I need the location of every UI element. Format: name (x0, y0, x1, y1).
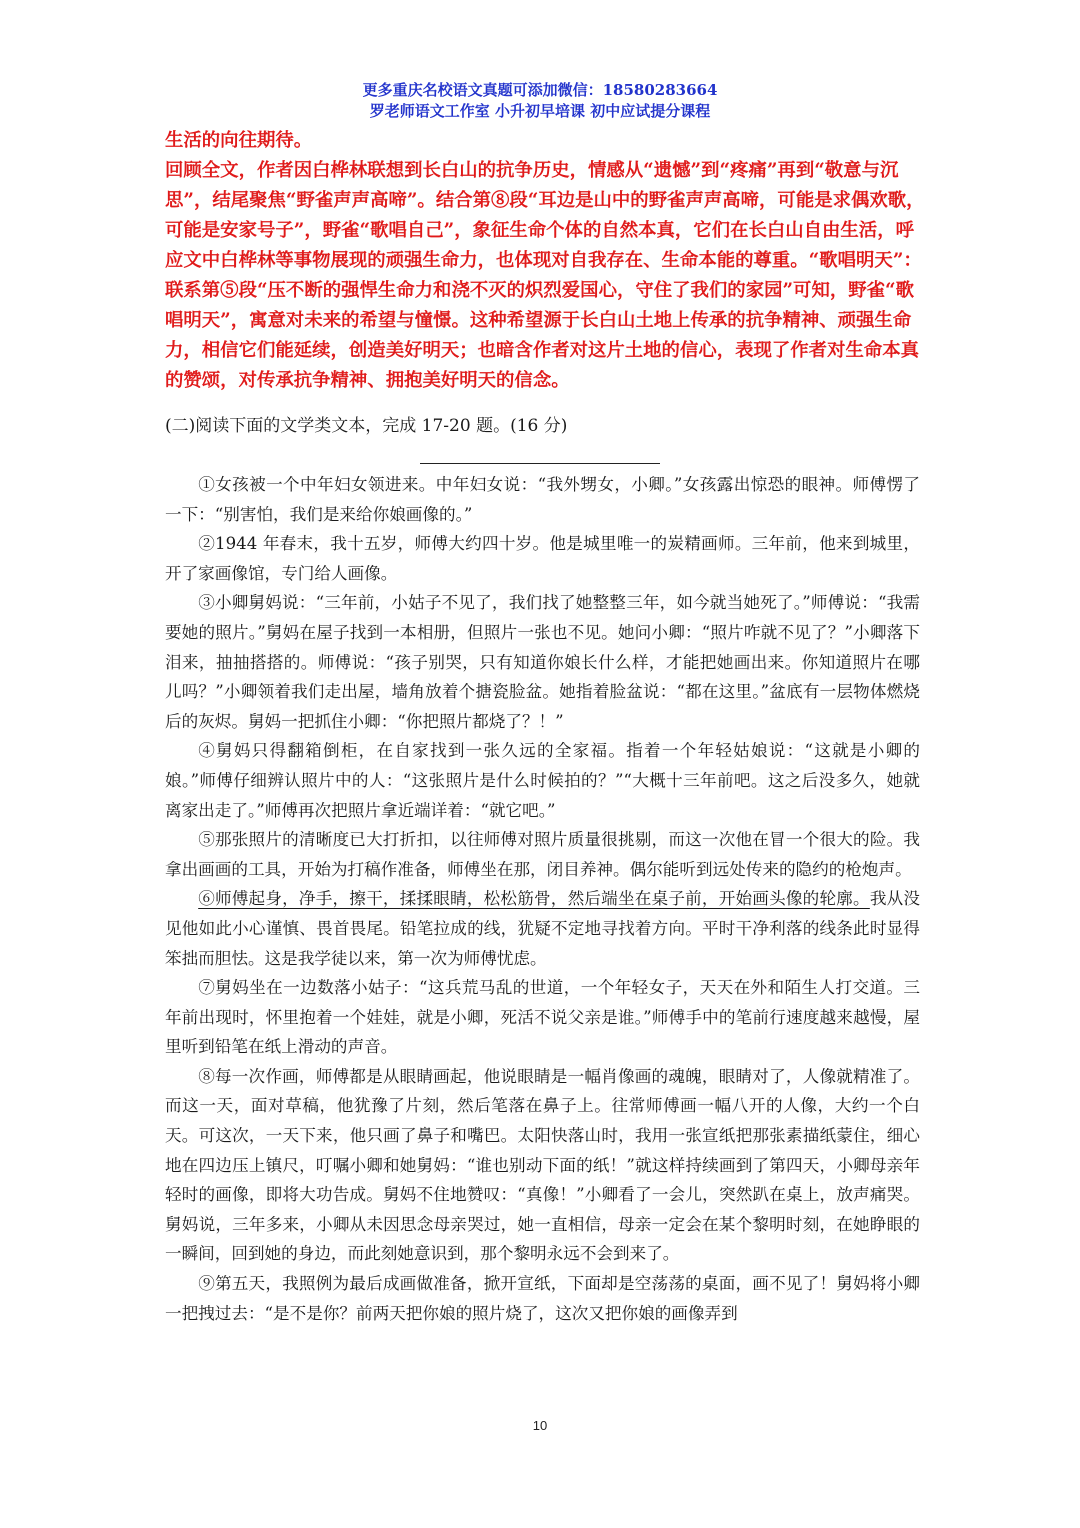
header-contact-line: 更多重庆名校语文真题可添加微信：18580283664 (362, 81, 718, 99)
passage-paragraph-2: ②1944 年春末，我十五岁，师傅大约四十岁。他是城里唯一的炭精画师。三年前，他来到城里，开了家画像馆，专门给人画像。 (165, 534, 920, 583)
reading-passage (165, 470, 920, 1328)
passage-paragraph-5: ⑤那张照片的清晰度已大打折扣，以往师傅对照片质量很挑剔，而这一次他在冒一个很大的险。我拿出画画的工具，开始为打稿作准备，师傅坐在那，闭目养神。偶尔能听到远处传来的隐约的枪炮声。 (165, 830, 920, 879)
passage-paragraph-4: ④舅妈只得翻箱倒柜，在自家找到一张久远的全家福。指着一个年轻姑娘说：“这就是小卿的娘。”师傅仔细辨认照片中的人：“这张照片是什么时候拍的？”“大概十三年前吧。这之后没多久，她就离家出走了。”师傅再次把照片拿近端详着：“就它吧。” (165, 741, 920, 820)
passage-paragraph-7: ⑦舅妈坐在一边数落小姑子：“这兵荒马乱的世道，一个年轻女子，天天在外和陌生人打交道。三年前出现时，怀里抱着一个娃娃，就是小卿，死活不说父亲是谁。”师傅手中的笔前行速度越来越慢，屋里听到铅笔在纸上滑动的声音。 (165, 978, 920, 1057)
passage-paragraph-1: ①女孩被一个中年妇女领进来。中年妇女说：“我外甥女，小卿。”女孩露出惊恐的眼神。师傅愣了一下：“别害怕，我们是来给你娘画像的。” (165, 475, 920, 524)
header-promo-line: 罗老师语文工作室 小升初早培课 初中应试提分课程 (369, 102, 711, 120)
underlined-sentence: ⑥师傅起身，净手，擦干，揉揉眼睛，松松筋骨，然后端坐在桌子前，开始画头像的轮廓。 (198, 889, 870, 909)
passage-paragraph-6 (165, 884, 920, 973)
answer-paragraph-2: 回顾全文，作者因白桦林联想到长白山的抗争历史，情感从“遗憾”到“疼痛”再到“敬意与沉思”，结尾聚焦“野雀声声高啼”。结合第⑧段“耳边是山中的野雀声声高啼，可能是求偶欢歌，可能是安家号子”，野雀“歌唱自己”，象征生命个体的自然本真，它们在长白山自由生活，呼应文中白桦林等事物展现的顽强生命力，也体现对自我存在、生命本能的尊重。“歌唱明天”：联系第⑤段“压不断的强悍生命力和浇不灭的炽烈爱国心，守住了我们的家园”可知，野雀“歌唱明天”，寓意对未来的希望与憧憬。这种希望源于长白山土地上传承的抗争精神、顽强生命力，相信它们能延续，创造美好明天；也暗含作者对这片土地的信心，表现了作者对生命本真的赞颂，对传承抗争精神、拥抱美好明天的信念。 (165, 160, 925, 391)
passage-paragraph-9: ⑨第五天，我照例为最后成画做准备，掀开宣纸，下面却是空荡荡的桌面，画不见了！舅妈将小卿一把拽过去：“是不是你？前两天把你娘的照片烧了，这次又把你娘的画像弄到 (165, 1274, 920, 1323)
section-title: (二)阅读下面的文学类文本，完成 17-20 题。(16 分) (165, 416, 568, 436)
passage-paragraph-6-rest: 我从没见他如此小心谨慎、畏首畏尾。铅笔拉成的线，犹疑不定地寻找着方向。平时干净利落的线条此时显得笨拙而胆怯。这是我学徒以来，第一次为师傅忧虑。 (165, 889, 921, 968)
page-header (0, 80, 1080, 122)
passage-paragraph-3: ③小卿舅妈说：“三年前，小姑子不见了，我们找了她整整三年，如今就当她死了。”师傅说：“我需要她的照片。”舅妈在屋子找到一本相册，但照片一张也不见。她问小卿：“照片咋就不见了？”小卿落下泪来，抽抽搭搭的。师傅说：“孩子别哭，只有知道你娘长什么样，才能把她画出来。你知道照片在哪儿吗？”小卿领着我们走出屋，墙角放着个搪瓷脸盆。她指着脸盆说：“都在这里。”盆底有一层物体燃烧后的灰烬。舅妈一把抓住小卿：“你把照片都烧了？！” (165, 593, 920, 731)
page-number: 10 (532, 1418, 548, 1433)
answer-paragraph-1: 生活的向往期待。 (165, 130, 313, 151)
passage-paragraph-8: ⑧每一次作画，师傅都是从眼睛画起，他说眼睛是一幅肖像画的魂魄，眼睛对了，人像就精准了。而这一天，面对草稿，他犹豫了片刻，然后笔落在鼻子上。往常师傅画一幅八开的人像，大约一个白天。可这次，一天下来，他只画了鼻子和嘴巴。太阳快落山时，我用一张宣纸把那张素描纸蒙住，细心地在四边压上镇尺，叮嘱小卿和她舅妈：“谁也别动下面的纸！”就这样持续画到了第四天，小卿母亲年轻时的画像，即将大功告成。舅妈不住地赞叹：“真像！”小卿看了一会儿，突然趴在桌上，放声痛哭。舅妈说，三年多来，小卿从未因思念母亲哭过，她一直相信，母亲一定会在某个黎明时刻，在她睁眼的一瞬间，回到她的身边，而此刻她意识到，那个黎明永远不会到来了。 (165, 1066, 920, 1264)
title-divider (420, 463, 660, 464)
answer-block (165, 126, 925, 396)
